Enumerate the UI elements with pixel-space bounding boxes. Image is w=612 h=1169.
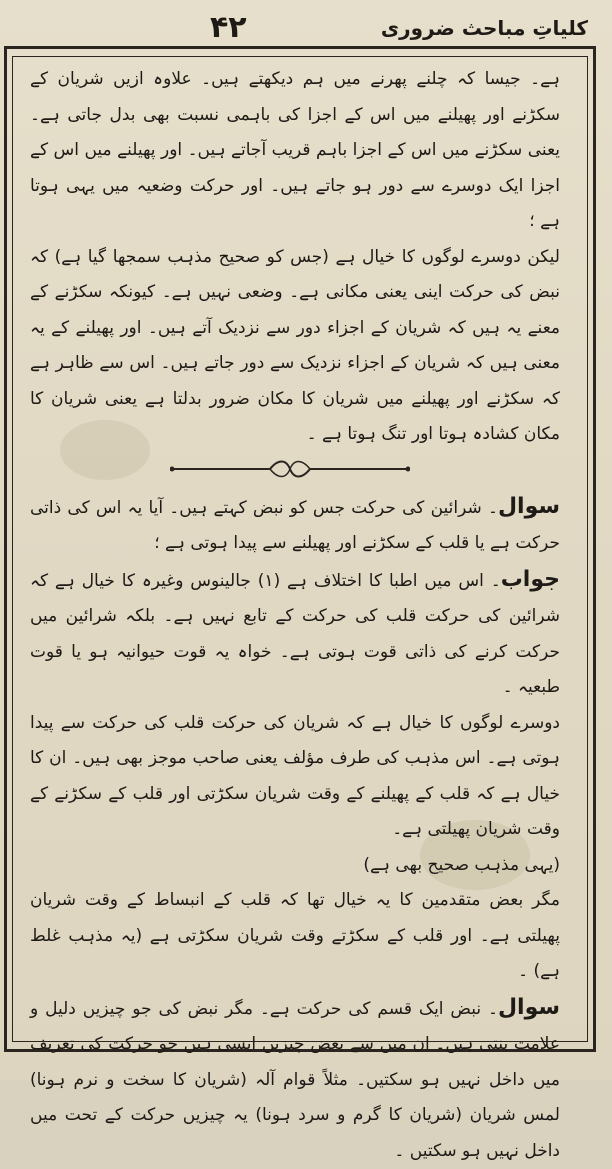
ornamental-divider xyxy=(30,453,560,489)
page-header xyxy=(0,8,612,48)
answer-paragraph xyxy=(30,562,560,706)
paragraph: مگر بعض متقدمین کا یہ خیال تھا کہ قلب کے انبساط کے وقت شریان پھیلتی ہے۔ اور قلب کے سکڑتے وقت شریان سکڑتی ہے (یہ مذہب غلط ہے) ۔ xyxy=(30,883,560,990)
paragraph-note: (یہی مذہب صحیح بھی ہے) xyxy=(30,848,560,884)
answer-text: ۔ اس میں اطبا کا اختلاف ہے (۱) جالینوس وغیرہ کا خیال ہے کہ شرائین کی حرکت قلب کی حرکت کے تابع نہیں ہے۔ بلکہ شرائین میں حرکت کرنے کی ذاتی قوت ہوتی ہے۔ خواہ یہ قوت حیوانیہ ہو یا قوت طبعیہ ۔ xyxy=(30,571,560,698)
running-title: کلیاتِ مباحث ضروری xyxy=(381,16,588,40)
question-paragraph xyxy=(30,489,560,562)
paragraph: ہے۔ جیسا کہ چلنے پھرنے میں ہم دیکھتے ہیں۔ علاوہ ازیں شریان کے سکڑنے اور پھیلنے میں اس کے اجزا کی باہمی نسبت بھی بدل جاتی ہے۔ یعنی سکڑنے میں اس کے اجزا باہم قریب آجاتے ہیں۔ اور پھیلنے میں اس کے اجزا ایک دوسرے سے دور ہو جاتے ہیں۔ اور حرکت وضعیہ میں یہی ہوتا ہے ؛ xyxy=(30,62,560,240)
page-number: ۴۲ xyxy=(210,10,247,45)
question-label: سوال xyxy=(498,494,560,519)
question-text: ۔ نبض ایک قسم کی حرکت ہے۔ مگر نبض کی جو چیزیں دلیل و علامت بنتی ہیں۔ ان میں سے بعض چیزیں ایسی ہیں جو حرکت کی تعریف میں داخل نہیں ہو سکتیں۔ مثلاً قوام آلہ (شریان کا سخت و نرم ہونا) لمس شریان (شریان کا گرم و سرد ہونا) یہ چیزیں حرکت کے تحت میں داخل نہیں ہو سکتیں ۔ xyxy=(30,999,560,1161)
page-body xyxy=(30,62,560,1036)
paragraph: دوسرے لوگوں کا خیال ہے کہ شریان کی حرکت قلب کی حرکت سے پیدا ہوتی ہے۔ اس مذہب کی طرف مؤلف یعنی صاحب موجز بھی ہیں۔ ان کا خیال ہے کہ قلب کے پھیلنے کے وقت شریان سکڑتی اور قلب کے سکڑنے کے وقت شریان پھیلتی ہے۔ xyxy=(30,706,560,848)
answer-label: جواب xyxy=(501,567,560,592)
question-text: ۔ شرائین کی حرکت جس کو نبض کہتے ہیں۔ آیا یہ اس کی ذاتی حرکت ہے یا قلب کے سکڑنے اور پھیلنے سے پیدا ہوتی ہے ؛ xyxy=(30,498,560,554)
question-paragraph xyxy=(30,990,560,1169)
question-label: سوال xyxy=(498,995,560,1020)
paragraph: لیکن دوسرے لوگوں کا خیال ہے (جس کو صحیح مذہب سمجھا گیا ہے) کہ نبض کی حرکت اینی یعنی مکانی ہے۔ وضعی نہیں ہے۔ کیونکہ سکڑنے کے معنے یہ ہیں کہ شریان کے اجزاء دور سے نزدیک آتے ہیں۔ اور پھیلنے کے یہ معنی ہیں کہ شریان کے اجزاء نزدیک سے دور جاتے ہیں۔ اس سے ظاہر ہے کہ سکڑنے اور پھیلنے میں شریان کا مکان ضرور بدلتا ہے یعنی شریان کا مکان کشادہ ہوتا اور تنگ ہوتا ہے ۔ xyxy=(30,240,560,453)
